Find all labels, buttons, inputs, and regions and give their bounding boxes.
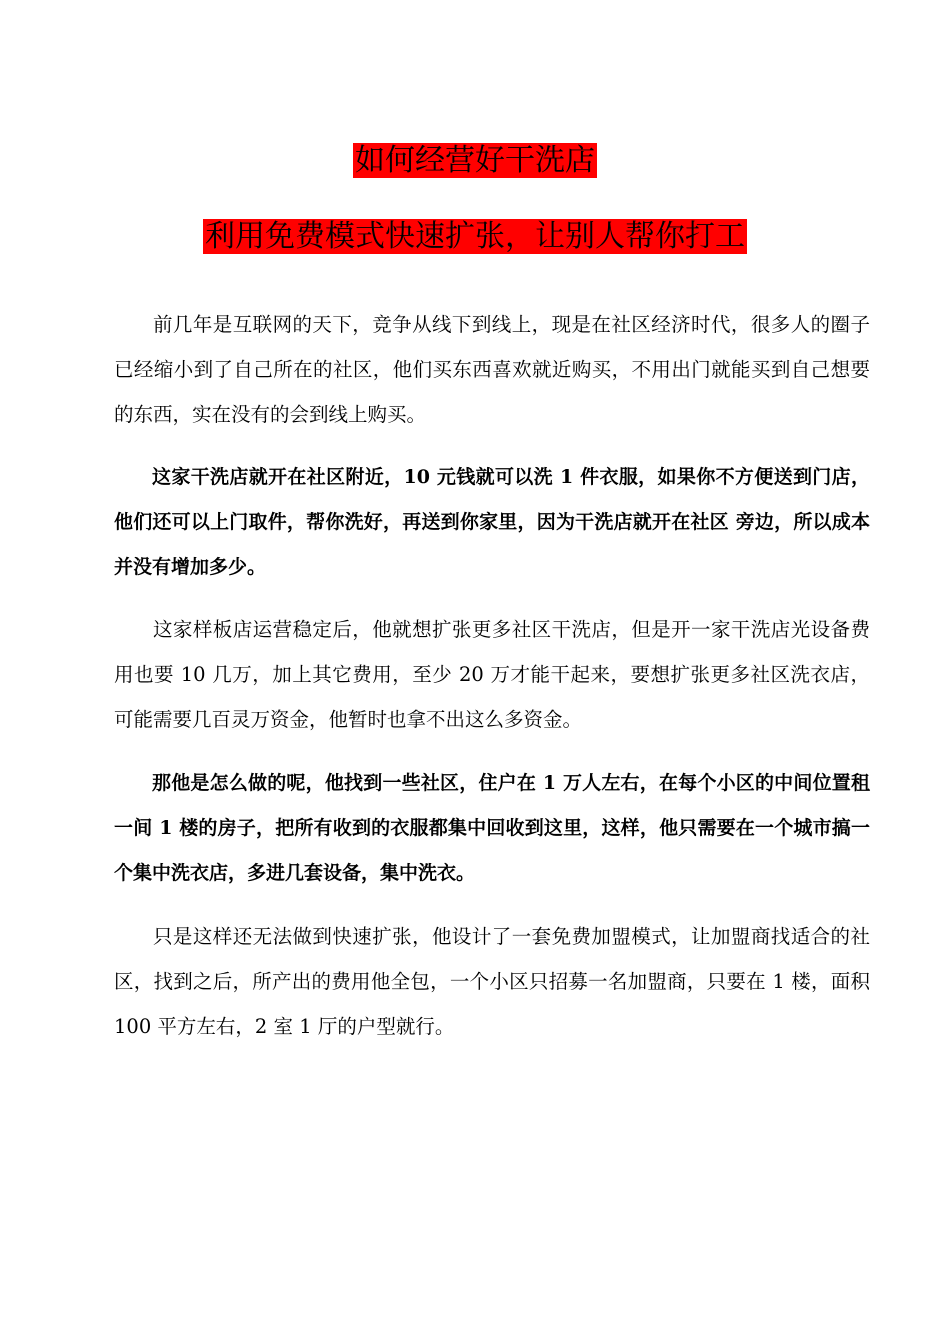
paragraph-4: 那他是怎么做的呢，他找到一些社区，住户在 1 万人左右，在每个小区的中间位置租一间 1 楼的房子，把所有收到的衣服都集中回收到这里，这样，他只需要在一个城市搞一个集中洗衣店，多进几套设备，集中洗衣。 <box>114 772 870 884</box>
title-line-2-text: 利用免费模式快速扩张，让别人帮你打工 <box>205 219 745 254</box>
paragraph-5: 只是这样还无法做到快速扩张，他设计了一套免费加盟模式，让加盟商找适合的社区，找到之后，所产出的费用他全包，一个小区只招募一名加盟商，只要在 1 楼，面积 100 平方左右，2 室 1 厅的户型就行。 <box>114 925 870 1038</box>
paragraph-3: 这家样板店运营稳定后，他就想扩张更多社区干洗店，但是开一家干洗店光设备费用也要 10 几万，加上其它费用，至少 20 万才能干起来，要想扩张更多社区洗衣店，可能需要几百灵万资金，他暂时也拿不出这么多资金。 <box>114 618 870 731</box>
title-line-1 <box>0 142 950 180</box>
paragraph-1: 前几年是互联网的天下，竞争从线下到线上，现是在社区经济时代，很多人的圈子已经缩小到了自己所在的社区，他们买东西喜欢就近购买，不用出门就能买到自己想要的东西，实在没有的会到线上购买。 <box>114 313 870 426</box>
title-line-2 <box>0 218 950 256</box>
paragraph-2: 这家干洗店就开在社区附近，10 元钱就可以洗 1 件衣服，如果你不方便送到门店，他们还可以上门取件，帮你洗好，再送到你家里，因为干洗店就开在社区 旁边，所以成本并没有增加多少。 <box>114 466 870 578</box>
title-line-1-text: 如何经营好干洗店 <box>355 143 595 178</box>
